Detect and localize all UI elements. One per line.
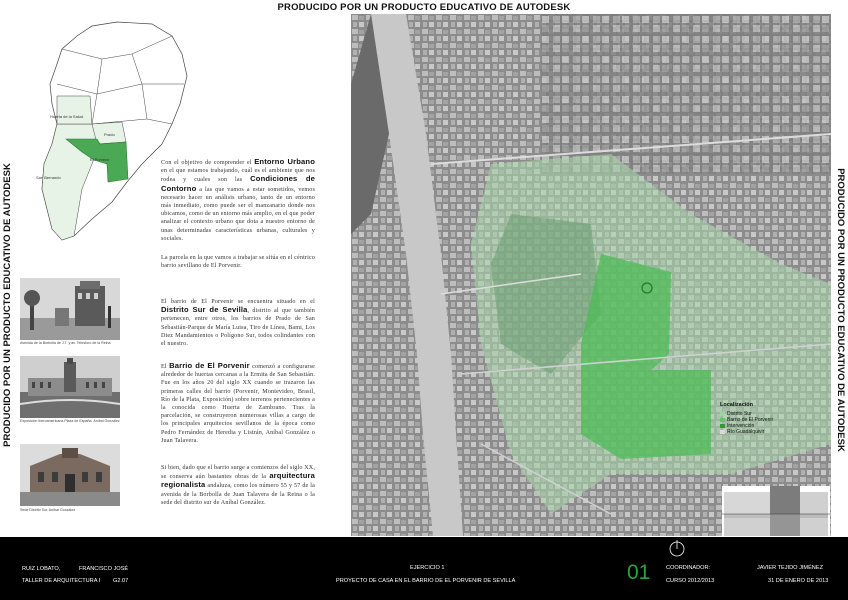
legend-label: Distrito Sur — [727, 411, 752, 417]
sheet-number: 01 — [627, 561, 651, 584]
photo-borbolla-image — [20, 278, 120, 340]
submission-date: 31 DE ENERO DE 2013 — [768, 578, 829, 584]
map-legend — [720, 402, 800, 435]
academic-year: CURSO 2012/2013 — [666, 578, 715, 584]
legend-title: Localización — [720, 402, 754, 408]
photo-caption-1: Avenida de la Borbolla de J.T. y av. Telesforo de la Reina — [20, 341, 111, 345]
district-text-post: , distrito al que también pertenecen, entre otros, los barrios de Prado de San Sebastián-Parque de María Luisa, Tiro de Línea, Bami, Los Diez Mandamientos o Polígono Sur, todos colindantes con el nuestro. — [161, 308, 315, 348]
footer — [0, 537, 848, 600]
photo-caption-2: Exposición Iberoamericana Plaza de España. Aníbal González — [20, 419, 120, 423]
legend-label: Intervención — [727, 423, 755, 429]
intro-text: Con el objetivo de comprender el — [161, 160, 255, 166]
map-label-huerta: Huerta de la Salud — [50, 114, 84, 119]
district-huerta — [57, 96, 92, 124]
exercise-label: EJERCICIO 1 — [410, 565, 445, 571]
legend-swatch — [720, 412, 725, 416]
legend-swatch — [720, 424, 725, 428]
photo-distrito-sur-image — [20, 444, 120, 506]
legend-label: Barrio de El Porvenir — [727, 417, 774, 423]
history-text: El — [161, 364, 170, 370]
legend-item — [720, 429, 800, 435]
photo-plaza-espana — [20, 356, 120, 418]
north-arrow-icon — [668, 540, 686, 558]
photo-plaza-espana-image — [20, 356, 120, 418]
architecture-bold: arquitectura regionalista — [161, 471, 315, 490]
history-bold: Barrio de El Porvenir — [169, 361, 250, 370]
intro-paragraph — [161, 158, 315, 243]
course-name: TALLER DE ARQUITECTURA I — [22, 578, 101, 584]
photo-borbolla — [20, 278, 120, 340]
elevation-diagram — [722, 486, 830, 536]
banner-right — [832, 160, 846, 460]
intro-bold-1: Entorno Urbano — [254, 157, 315, 166]
intro-text-mid: en el que estamos trabajando, cuál es el ambiente que nos rodea y cuales son las — [161, 168, 315, 184]
legend-label: Río Guadalquivir — [727, 429, 765, 435]
coordinator-name: JAVIER TEJIDO JIMÉNEZ — [757, 565, 823, 571]
banner-left — [2, 150, 16, 460]
aerial-map — [351, 14, 831, 536]
banner-right-text: PRODUCIDO POR UN PRODUCTO EDUCATIVO DE AUTODESK — [835, 168, 846, 452]
photo-caption-3: Sede Distrito Sur. Aníbal González — [20, 508, 76, 512]
district-bold: Distrito Sur de Sevilla — [161, 305, 248, 315]
district-paragraph — [161, 298, 315, 348]
architecture-paragraph — [161, 464, 315, 507]
banner-left-text: PRODUCIDO POR UN PRODUCTO EDUCATIVO DE AUTODESK — [2, 163, 13, 447]
history-paragraph — [161, 362, 315, 445]
author-first: FRANCISCO JOSÉ — [79, 566, 129, 572]
map-label-el-porvenir: El Porvenir — [90, 157, 110, 162]
project-title: PROYECTO DE CASA EN EL BARRIO DE EL PORVENIR DE SEVILLA — [336, 578, 516, 584]
aerial-map-image — [351, 14, 831, 536]
coordinator-label: COORDINADOR: — [666, 565, 711, 571]
map-label-prado: Prado — [104, 132, 115, 137]
architecture-text: Si bien, dado que el barrio surge a comienzos del siglo XX, se conserva aún bastantes obras de la — [161, 465, 315, 481]
legend-swatch — [720, 418, 725, 422]
intro-text-post: a las que vamos a estar sometidos, vemos necesario hacer un análisis urbano, tanto de un entorno más inmediato, como puede ser el manzanario donde nos ubicamos, como de un entorno más amplio, en el que poder analizar el contexto urbano que dota a nuestro entorno de unas determinadas características urbanas, culturales y sociales. — [161, 186, 315, 242]
history-text-post: comenzó a configurarse alrededor de huertas cercanas a la Ermita de San Sebastián. Fue en los años 20 del siglo XX cuando se trazaron las primeras calles del barrio (Porvenir, Montevideo, Brasil, Río de la Plata, Exposición) sobre terrenos pertenecientes a la conocida como Huerta de Zambrano. Tras la parcelación, se construyeron numerosas villas a cargo de los principales arquitectos sevillanos de la época como Pedro Fernández de Heredia y Listrán, Aníbal González o Juan Talavera. — [161, 364, 315, 444]
legend-swatch — [720, 430, 725, 434]
banner-top: PRODUCIDO POR UN PRODUCTO EDUCATIVO DE AUTODESK — [277, 2, 571, 13]
intro-bold-2: Condiciones de Contorno — [161, 174, 316, 193]
architecture-text-post: andaluza, como los número 55 y 57 de la avenida de la Borbolla de Juan Talavera de la Reina o la sede del distrito sur de Aníbal González. — [161, 483, 315, 506]
parcel-paragraph: La parcela en la que vamos a trabajar se sitúa en el céntrico barrio sevillano de El Porvenir. — [161, 255, 315, 270]
author-last: RUIZ LOBATO, — [22, 566, 61, 572]
photo-distrito-sur — [20, 444, 120, 506]
group-code: G2.07 — [113, 578, 129, 584]
district-text: El barrio de El Porvenir se encuentra situado en el — [161, 299, 315, 305]
map-label-san-bernardo: San Bernardo — [36, 175, 61, 180]
